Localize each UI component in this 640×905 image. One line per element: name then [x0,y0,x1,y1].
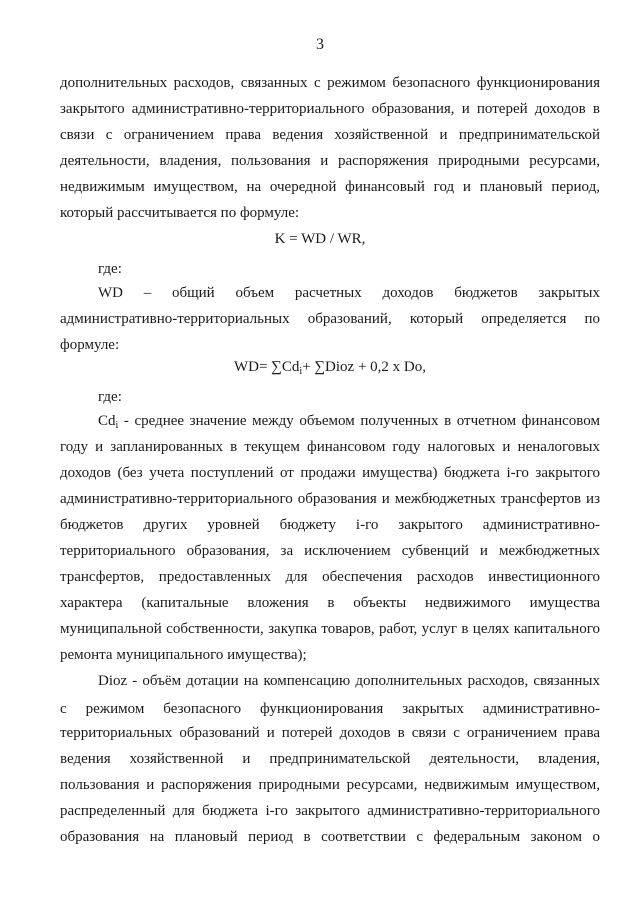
formula-wd-part-a: WD= ∑Cd [233,359,300,375]
wd-def-line-3: формуле: [60,337,120,353]
dioz-def-line-3: территориальных образований и потерей доходов в связи с ограничением права [60,725,600,741]
cd-def-line-3: доходов (без учета поступлений от продажи имущества) бюджета i-го закрытого [60,465,600,481]
dioz-def-line-1: Dioz - объём дотации на компенсацию дополнительных расходов, связанных [98,673,600,689]
cd-def-line-4: административно-территориального образования и межбюджетных трансфертов из [60,491,600,507]
para1-line-2: закрытого административно-территориального образования, и потерей доходов в [60,101,600,117]
where-label-1: где: [98,261,122,277]
cd-def-line-10: ремонта муниципального имущества); [60,647,307,663]
dioz-def-line-7: образования на плановый период в соответствии с федеральным законом о [60,829,600,845]
formula-wd [0,356,640,378]
para1-line-6: который рассчитывается по формуле: [60,205,300,221]
cd-def-text: - среднее значение между объемом полученных в отчетном финансовом [118,413,600,429]
para1-line-4: деятельности, владения, пользования и распоряжения природными ресурсами, [60,153,600,169]
wd-def-line-1: WD – общий объем расчетных доходов бюджетов закрытых [98,285,600,301]
cd-def-line-9: муниципальной собственности, закупка товаров, работ, услуг в целях капитального [60,621,600,637]
formula-wd-sub: i [299,366,303,377]
dioz-def-line-6: распределенный для бюджета i-го закрытого административно-территориального [60,803,600,819]
cd-def-line-8: характера (капитальные вложения в объекты недвижимого имущества [60,595,600,611]
dioz-def-line-5: пользования и распоряжения природными ресурсами, недвижимым имуществом, [60,777,600,793]
cd-def-line-5: бюджетов других уровней бюджету i-го закрытого административно- [60,517,600,533]
cd-def-line-7: трансфертов, предоставленных для обеспечения расходов инвестиционного [60,569,600,585]
dioz-def-line-2: с режимом безопасного функционирования закрытых административно- [60,701,600,717]
where-label-2: где: [98,389,122,405]
cd-sub: i [115,420,119,431]
para1-line-5: недвижимым имуществом, на очередной финансовый год и плановый период, [60,179,600,195]
formula-wd-part-b: + ∑Dioz + 0,2 x Do, [302,359,427,375]
dioz-def-line-4: ведения хозяйственной и предпринимательской деятельности, владения, [60,751,600,767]
cd-def-line-1 [98,410,600,432]
para1-line-3: связи с ограничением права ведения хозяйственной и предпринимательской [60,127,600,143]
wd-def-line-2: административно-территориальных образований, который определяется по [60,311,600,327]
page-number: 3 [316,36,324,53]
cd-def-line-6: территориального образования, за исключением субвенций и межбюджетных [60,543,600,559]
formula-k: K = WD / WR, [274,231,366,247]
para1-line-1: дополнительных расходов, связанных с режимом безопасного функционирования [60,75,600,91]
cd-symbol: Cd [98,413,116,429]
cd-def-line-2: году и запланированных в текущем финансовом году налоговых и неналоговых [60,439,600,455]
